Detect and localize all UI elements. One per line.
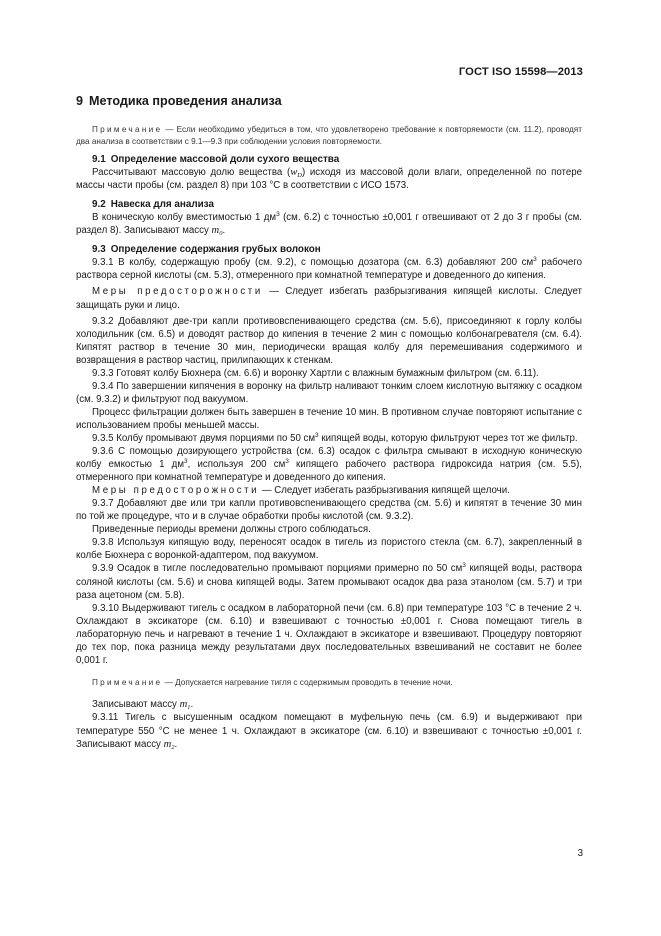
note-overnight xyxy=(76,677,582,689)
variable-subscript: 0 xyxy=(219,230,223,238)
caution-acid xyxy=(76,285,582,311)
paragraph-9-3-2: 9.3.2 Добавляют две-три капли противовспенивающего средства (см. 5.6), присоединяют к горлу колбы холодильник (см. 6.5) и доводят раствор до кипения в течение 2 мин с помощью колбонагревателя (см. 6.4). Кипятят раствор в течение 30 мин, периодически вращая колбу для перемешивания содержимого и возвращения в раствор частиц, прилипающих к стенкам. xyxy=(76,315,582,366)
note-text: — Допускается нагревание тигля с содержимым проводить в течение ночи. xyxy=(164,677,453,687)
variable-letter: m xyxy=(211,225,220,237)
superscript: 3 xyxy=(285,458,289,466)
paragraph-9-3-8: 9.3.8 Используя кипящую воду, переносят осадок в тигель из пористого стекла (см. 6.7), закрепленный в колбе Бюхнера с воронкой-адаптером, под вакуумом. xyxy=(76,537,582,562)
text-run: . xyxy=(174,738,178,750)
variable-subscript: 2 xyxy=(171,743,175,751)
heading-title: Навеска для анализа xyxy=(110,199,214,211)
caution-text: — Следует избегать разбрызгивания кипящей щелочи. xyxy=(259,485,510,497)
caution-alkali xyxy=(76,484,582,497)
text-run: Рассчитывают массовую долю вещества ( xyxy=(92,167,291,179)
caution-label: Меры предосторожности xyxy=(92,485,260,497)
note-label: Примечание xyxy=(92,125,163,134)
superscript: 3 xyxy=(315,431,319,439)
paragraph-9-3-11 xyxy=(76,711,582,750)
text-run: 9.3.5 Колбу промывают двумя порциями по 50 см xyxy=(92,432,316,444)
text-run: кипящей воды, которую фильтруют через тот же фильтр. xyxy=(318,432,578,444)
variable-letter: m xyxy=(179,699,188,711)
text-run: 9.3.11 Тигель с высушенным осадком помещают в муфельную печь (см. 6.9) и выдерживают при температуре 550 °С не менее 1 ч. Охлаждают в эксикаторе (см. 6.10) и взвешивают с точностью ±0,001 г. Записывают массу xyxy=(76,712,582,750)
variable-m1 xyxy=(180,699,191,710)
paragraph-9-3-4-filtration: Процесс фильтрации должен быть завершен в течение 10 мин. В противном случае повторяют испытание с использованием пробы меньшей массы. xyxy=(76,406,582,431)
heading-9-3 xyxy=(76,243,582,256)
superscript: 3 xyxy=(184,458,188,466)
paragraph-9-2 xyxy=(76,211,582,237)
text-run: 9.3.1 В колбу, содержащую пробу (см. 9.2), с помощью дозатора (см. 6.3) добавляют 200 см xyxy=(92,257,534,269)
paragraph-9-3-7: 9.3.7 Добавляют две или три капли противовспенивающего средства (см. 5.6) и кипятят в течение 30 мин по той же процедуре, что и в случае обработки пробы кислотой (см. 9.3.2). xyxy=(76,498,582,523)
variable-letter: w xyxy=(290,167,298,179)
paragraph-9-3-7-timing: Приведенные периоды времени должны строго соблюдаться. xyxy=(92,524,371,536)
paragraph-9-1 xyxy=(76,166,582,192)
superscript: 3 xyxy=(276,211,280,219)
text-run: . xyxy=(190,699,194,711)
section-9-heading xyxy=(76,94,582,109)
caution-text: — Следует избегать разбрызгивания кипящей кислоты. Следует защищать руки и лицо. xyxy=(76,286,582,311)
text-run: . xyxy=(222,225,226,237)
paragraph-9-3-6 xyxy=(76,445,582,484)
heading-number: 9.1 xyxy=(92,154,106,166)
text-run: кипящего рабочего раствора гидроксида натрия (см. 5.5), отмеренного при комнатной температуре и доведенного до кипения. xyxy=(76,459,582,484)
caution-label: Меры предосторожности xyxy=(92,286,263,298)
paragraph-9-3-10: 9.3.10 Выдерживают тигель с осадком в лабораторной печи (см. 6.8) при температуре 103 °С в течение 2 ч. Охлаждают в эксикаторе (см. 6.10) и взвешивают с точностью ±0,001 г. Снова помещают тигель в лабораторную печь и нагревают в течение 1 ч. Охлаждают в эксикаторе и взвешивают. Процедуру повторяют до тех пор, пока разница между результатами двух последовательных взвешиваний не составит не более 0,001 г. xyxy=(76,602,582,666)
paragraph-9-3-1 xyxy=(76,256,582,282)
record-mass-m1 xyxy=(76,698,582,711)
heading-9-1 xyxy=(76,153,582,166)
heading-number: 9.2 xyxy=(92,199,106,211)
paragraph-9-3-5 xyxy=(76,432,582,445)
variable-m0 xyxy=(211,225,226,238)
note-label: Примечание xyxy=(92,677,163,687)
text-run: 9.3.9 Осадок в тигле последовательно промывают порциями примерно по 50 см xyxy=(92,563,463,575)
paragraph-9-3-9 xyxy=(76,562,582,601)
text-run: кипящей воды, раствора соляной кислоты (см. 5.6) и снова кипящей воды. Затем промывают осадок два раза этанолом (см. 5.7) и три раза ацетоном (см. 5.8). xyxy=(76,563,582,601)
note-text: — Если необходимо убедиться в том, что удовлетворено требование к повторяемости (см. 11.2), проводят два анализа в соответствии с 9.1—9.3 при соблюдении условия повторяемости. xyxy=(76,125,582,146)
variable-w xyxy=(290,167,302,178)
text-run: В коническую колбу вместимостью 1 дм xyxy=(92,212,277,224)
superscript: 3 xyxy=(462,562,466,570)
section-number: 9 xyxy=(76,94,84,108)
text-run: , используя 200 см xyxy=(187,459,286,471)
superscript: 3 xyxy=(533,256,537,264)
heading-title: Определение содержания грубых волокон xyxy=(110,244,321,256)
page-number: 3 xyxy=(577,848,583,859)
variable-subscript: D xyxy=(297,172,302,180)
paragraph-9-3-4: 9.3.4 По завершении кипячения в воронку на фильтр наливают тонким слоем кислотную вытяжку с осадком (см. 9.3.2) и фильтруют под вакуумом. xyxy=(76,380,582,405)
paragraph-9-3-3: 9.3.3 Готовят колбу Бюхнера (см. 6.6) и воронку Хартли с влажным бумажным фильтром (см. 6.11). xyxy=(92,367,539,379)
document-body xyxy=(76,94,582,751)
note-repeatability xyxy=(76,124,582,147)
variable-m2 xyxy=(164,739,175,750)
text-run: рабочего раствора серной кислоты (см. 5.3), отмеренного при комнатной температуре и доведенного до кипения. xyxy=(76,257,582,282)
variable-letter: m xyxy=(163,738,172,750)
heading-number: 9.3 xyxy=(92,244,106,256)
standard-header: ГОСТ ISO 15598—2013 xyxy=(458,66,583,78)
section-title: Методика проведения анализа xyxy=(89,94,282,108)
text-run: (см. 6.2) с точностью ±0,001 г отвешивают от 2 до 3 г пробы (см. раздел 8). Записывают массу xyxy=(76,212,583,237)
heading-title: Определение массовой доли сухого вещества xyxy=(110,154,340,166)
heading-9-2 xyxy=(76,198,582,211)
text-run: Записывают массу xyxy=(92,699,180,711)
text-run: ) исходя из массовой доли влаги, определенной по потере массы части пробы (см. раздел 8) при 103 °С в соответствии с ИСО 1573. xyxy=(76,167,583,192)
text-run: 9.3.6 С помощью дозирующего устройства (см. 6.3) осадок с фильтра смывают в исходную коническую колбу емкостью 1 дм xyxy=(76,446,582,471)
variable-subscript: 1 xyxy=(187,704,191,712)
